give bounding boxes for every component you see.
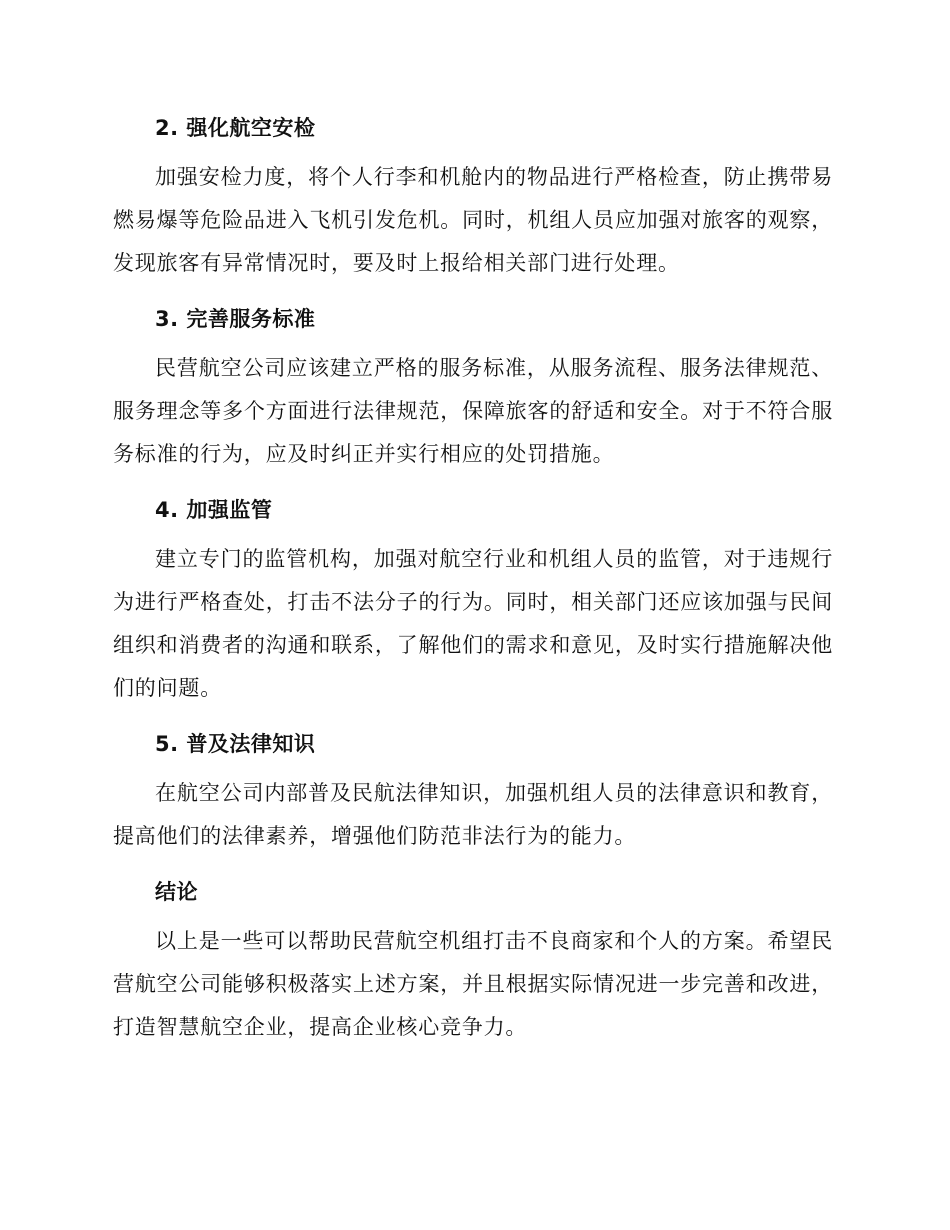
- section-2-paragraph: 加强安检力度，将个人行李和机舱内的物品进行严格检查，防止携带易燃易爆等危险品进入飞机引发危机。同时，机组人员应加强对旅客的观察，发现旅客有异常情况时，要及时上报给相关部门进行处理。: [113, 165, 833, 275]
- section-3-paragraph: 民营航空公司应该建立严格的服务标准，从服务流程、服务法律规范、服务理念等多个方面进行法律规范，保障旅客的舒适和安全。对于不符合服务标准的行为，应及时纠正并实行相应的处罚措施。: [113, 356, 833, 466]
- section-5-heading: 5. 普及法律知识: [155, 732, 316, 756]
- document-body: [113, 106, 833, 1061]
- conclusion-heading: 结论: [155, 880, 198, 904]
- section-4-heading: 4. 加强监管: [155, 498, 273, 522]
- section-2-heading: 2. 强化航空安检: [155, 116, 316, 140]
- section-3-heading: 3. 完善服务标准: [155, 307, 316, 331]
- section-4-paragraph: 建立专门的监管机构，加强对航空行业和机组人员的监管，对于违规行为进行严格查处，打击不法分子的行为。同时，相关部门还应该加强与民间组织和消费者的沟通和联系，了解他们的需求和意见，及时实行措施解决他们的问题。: [113, 547, 833, 700]
- conclusion-paragraph: 以上是一些可以帮助民营航空机组打击不良商家和个人的方案。希望民营航空公司能够积极落实上述方案，并且根据实际情况进一步完善和改进，打造智慧航空企业，提高企业核心竞争力。: [113, 929, 833, 1039]
- section-5-paragraph: 在航空公司内部普及民航法律知识，加强机组人员的法律意识和教育，提高他们的法律素养，增强他们防范非法行为的能力。: [113, 781, 833, 848]
